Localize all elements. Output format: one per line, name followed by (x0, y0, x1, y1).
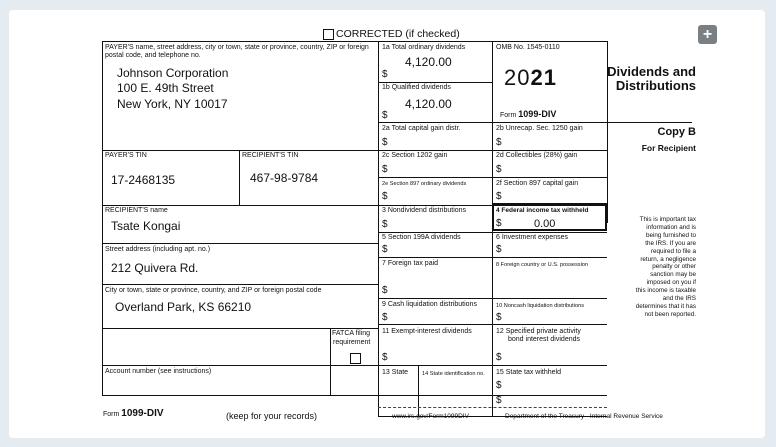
box-1a-label: 1a Total ordinary dividends (382, 44, 466, 51)
payer-label: PAYER'S name, street address, city or town, state or province, country, ZIP or foreign postal code, and telephone no. (105, 44, 369, 59)
box-2d-dollar: $ (496, 164, 502, 175)
box-1a-dollar: $ (382, 69, 388, 80)
box-3-dollar: $ (382, 219, 388, 230)
box-4-value: 0.00 (534, 218, 556, 230)
box-2c-dollar: $ (382, 164, 388, 175)
irs-notice-line: return, a negligence (640, 255, 696, 263)
payer-tin: 17-2468135 (111, 173, 176, 187)
box-4-dollar: $ (496, 218, 502, 229)
box-2d-label: 2d Collectibles (28%) gain (496, 152, 578, 159)
box-11-label: 11 Exempt-interest dividends (382, 328, 472, 335)
recipient-name: Tsate Kongai (111, 219, 181, 233)
box-5-label: 5 Section 199A dividends (382, 234, 461, 241)
omb-form-label: Form 1099-DIV (500, 109, 557, 119)
box-5-dollar: $ (382, 244, 388, 255)
footer-form-label: Form 1099-DIV (103, 408, 164, 419)
box-1b-label: 1b Qualified dividends (382, 84, 451, 91)
omb-label: OMB No. 1545-0110 (496, 44, 560, 51)
box-9-label: 9 Cash liquidation distributions (382, 301, 477, 308)
corrected-label: CORRECTED (if checked) (336, 28, 460, 40)
copy-b-subtitle: For Recipient (641, 143, 696, 153)
irs-notice-line: this income is taxable (635, 287, 696, 295)
document-page (9, 10, 765, 438)
box-12-label-line2: bond interest dividends (508, 336, 580, 343)
box-8-label: 8 Foreign country or U.S. possession (496, 262, 589, 268)
box-12-label-line1: 12 Specified private activity (496, 328, 581, 335)
fatca-label-line1: FATCA filing (332, 330, 370, 337)
box-10-dollar: $ (496, 312, 502, 323)
recipient-city-label: City or town, state or province, country, and ZIP or foreign postal code (105, 287, 322, 294)
form-title: Dividends and Distributions (607, 64, 696, 93)
recipient-city: Overland Park, KS 66210 (115, 300, 252, 314)
irs-notice-line: imposed on you if (646, 279, 696, 287)
box-1b-value: 4,120.00 (405, 97, 452, 111)
irs-notice-line: sanction may be (650, 271, 696, 279)
box-4-label: 4 Federal income tax withheld (496, 207, 589, 214)
box-7-dollar: $ (382, 285, 388, 296)
box-2e-label: 2e Section 897 ordinary dividends (382, 181, 467, 187)
recipient-name-label: RECIPIENT'S name (105, 207, 168, 214)
irs-notice-line: information and is (646, 223, 696, 231)
box-2a-label: 2a Total capital gain distr. (382, 125, 461, 132)
box-15-dollar-2: $ (496, 395, 502, 406)
irs-notice (608, 216, 696, 319)
box-2c-label: 2c Section 1202 gain (382, 152, 448, 159)
recipient-street: 212 Quivera Rd. (111, 261, 199, 275)
irs-notice-line: the IRS. If you are (645, 239, 696, 247)
recipient-tin: 467-98-9784 (250, 171, 319, 185)
tax-year: 2021 (504, 65, 557, 90)
box-2b-dollar: $ (496, 137, 502, 148)
box-1b-dollar: $ (382, 110, 388, 121)
irs-notice-line: penalty or other (652, 263, 696, 271)
irs-notice-line: being furnished to (645, 231, 696, 239)
box-6-label: 6 Investment expenses (496, 234, 568, 241)
irs-notice-line: and the IRS (662, 295, 696, 303)
payer-name: Johnson Corporation (117, 66, 229, 80)
fatca-checkbox[interactable] (350, 353, 361, 364)
irs-notice-line: required to file a (650, 247, 696, 255)
fatca-label-line2: requirement (333, 339, 371, 346)
account-label: Account number (see instructions) (105, 368, 212, 375)
footer-dept: Department of the Treasury - Internal Revenue Service (505, 413, 663, 420)
payer-city: New York, NY 10017 (117, 97, 228, 111)
box-12-dollar: $ (496, 352, 502, 363)
box-15-dollar-1: $ (496, 380, 502, 391)
irs-notice-line: This is important tax (639, 216, 696, 223)
copy-b-title: Copy B (657, 126, 696, 138)
box-3-label: 3 Nondividend distributions (382, 207, 467, 214)
recipient-street-label: Street address (including apt. no.) (105, 246, 211, 253)
box-9-dollar: $ (382, 312, 388, 323)
box-6-dollar: $ (496, 244, 502, 255)
payer-street: 100 E. 49th Street (117, 81, 214, 95)
box-7-label: 7 Foreign tax paid (382, 260, 439, 267)
payer-tin-label: PAYER'S TIN (105, 152, 147, 159)
form-1099-div (102, 26, 697, 424)
box-14-label: 14 State identification no. (422, 371, 485, 377)
box-10-label: 10 Noncash liquidation distributions (496, 303, 585, 309)
box-2a-dollar: $ (382, 137, 388, 148)
plus-icon[interactable]: + (698, 25, 717, 44)
irs-notice-line: determines that it has (635, 302, 696, 310)
box-2e-dollar: $ (382, 191, 388, 202)
box-11-dollar: $ (382, 352, 388, 363)
corrected-checkbox[interactable] (323, 29, 334, 40)
box-2f-label: 2f Section 897 capital gain (496, 180, 579, 187)
recipient-tin-label: RECIPIENT'S TIN (242, 152, 299, 159)
irs-notice-line: not been reported. (644, 310, 696, 318)
box-1a-value: 4,120.00 (405, 55, 452, 69)
box-15-label: 15 State tax withheld (496, 369, 561, 376)
box-2f-dollar: $ (496, 191, 502, 202)
footer-keep: (keep for your records) (226, 411, 318, 421)
box-2b-label: 2b Unrecap. Sec. 1250 gain (496, 125, 583, 132)
box-13-label: 13 State (382, 369, 409, 376)
footer-url[interactable]: www.irs.gov/Form1099DIV (392, 413, 469, 420)
